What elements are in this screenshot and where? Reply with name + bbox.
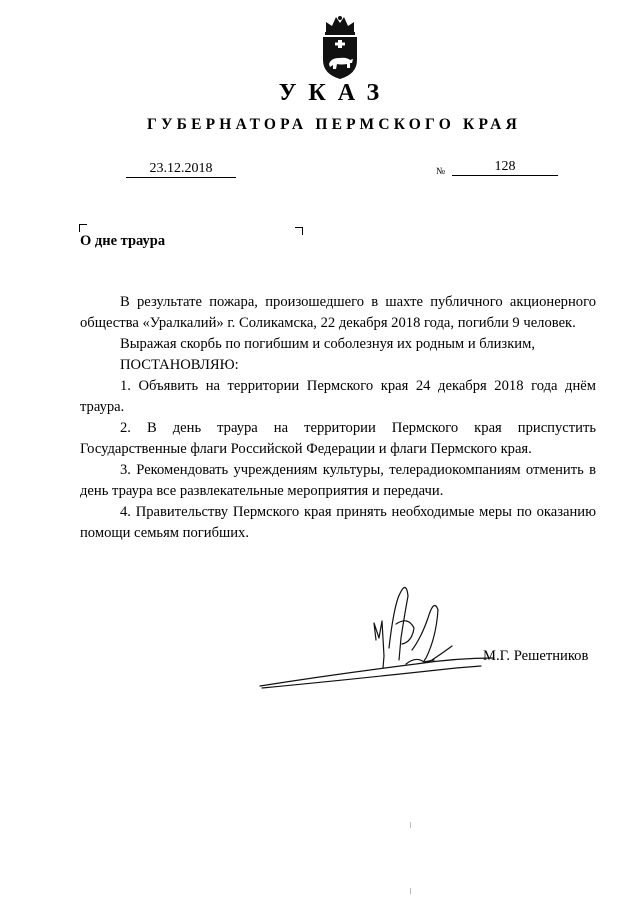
paragraph-item-1: 1. Объявить на территории Пермского края 24 декабря 2018 года днём траура. <box>80 378 596 415</box>
subject-bracket-left <box>79 224 87 232</box>
decree-number: 128 <box>452 159 558 176</box>
paragraph-preamble: В результате пожара, произошедшего в шахте публичного акционерного общества «Уралкалий» г. Соликамска, 22 декабря 2018 года, погибли 9 человек. <box>80 294 596 331</box>
number-label: № <box>436 167 446 177</box>
signature-icon <box>256 578 506 698</box>
document-subtitle: ГУБЕРНАТОРА ПЕРМСКОГО КРАЯ <box>147 116 521 133</box>
document-title: УКАЗ <box>278 80 392 106</box>
paragraph-condolence: Выражая скорбь по погибшим и соболезнуя их родным и близким, <box>120 336 535 352</box>
scan-mark <box>410 888 411 894</box>
coat-of-arms-icon <box>317 14 363 80</box>
decree-body <box>80 292 596 544</box>
paragraph-item-4: 4. Правительству Пермского края принять необходимые меры по оказанию помощи семьям погибших. <box>80 504 596 541</box>
paragraph-resolve: ПОСТАНОВЛЯЮ: <box>120 357 239 373</box>
paragraph-item-3: 3. Рекомендовать учреждениям культуры, телерадиокомпаниям отменить в день траура все развлекательные мероприятия и передачи. <box>80 462 596 499</box>
subject-bracket-right <box>295 227 303 235</box>
signer-name: М.Г. Решетников <box>483 648 589 664</box>
scan-mark <box>410 822 411 828</box>
decree-date: 23.12.2018 <box>126 161 236 178</box>
paragraph-item-2: 2. В день траура на территории Пермского края приспустить Государственные флаги Российской Федерации и флаги Пермского края. <box>80 420 596 457</box>
decree-subject: О дне траура <box>80 233 166 249</box>
